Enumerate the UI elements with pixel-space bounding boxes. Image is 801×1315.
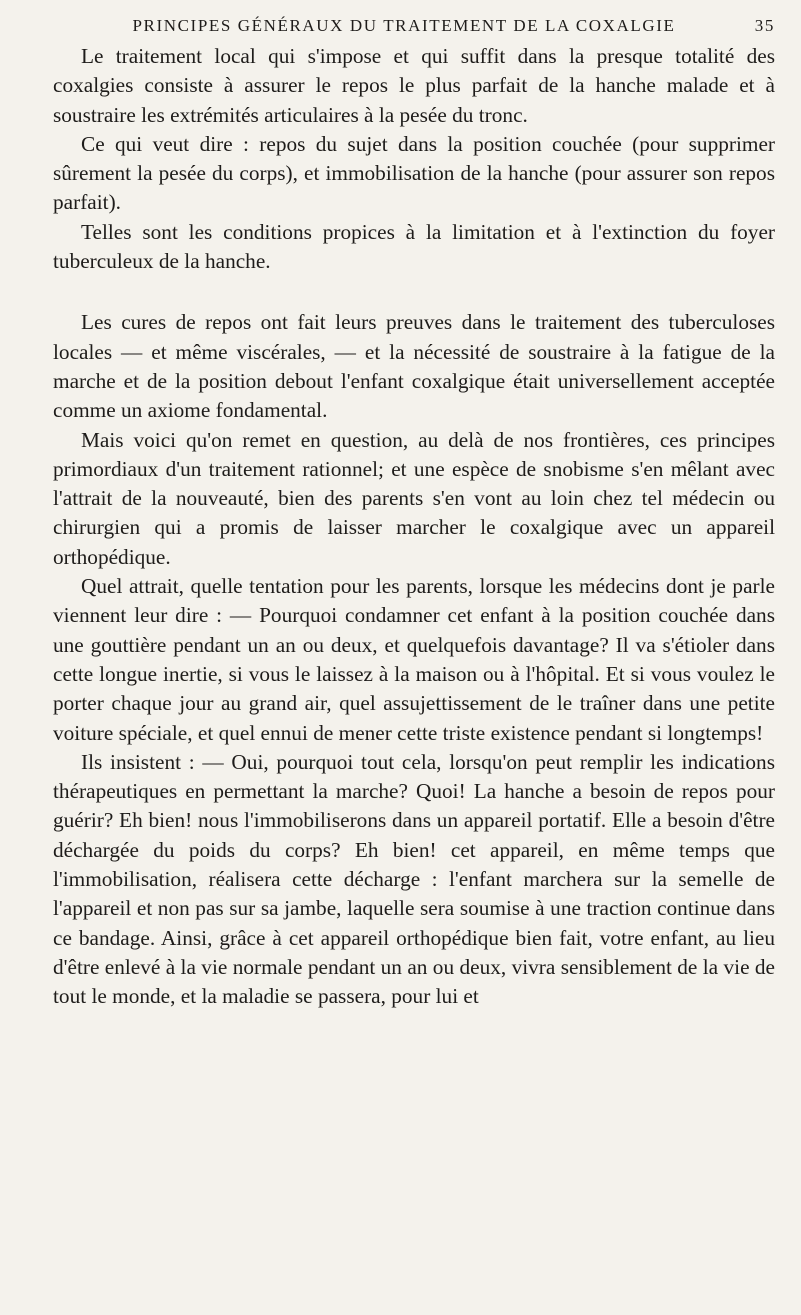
paragraph: Quel attrait, quelle tentation pour les parents, lorsque les médecins dont je parle viennent leur dire : — Pourquoi condamner cet enfant à la position couchée dans une gouttière pendant un an ou deux, et quelquefois davantage? Il va s'étioler dans cette longue inertie, si vous le laissez à la maison ou à l'hôpital. Et si vous voulez le porter chaque jour au grand air, quel assujettissement de le traîner dans une petite voiture spéciale, et quel ennui de mener cette triste existence pendant si longtemps! [53, 574, 775, 745]
section-gap [53, 276, 775, 308]
paragraph: Mais voici qu'on remet en question, au delà de nos frontières, ces principes primordiaux d'un traitement rationnel; et une espèce de snobisme s'en mêlant avec l'attrait de la nouveauté, bien des parents s'en vont au loin chez tel médecin ou chirurgien qui a promis de laisser marcher le coxalgique avec un appareil orthopédique. [53, 427, 775, 569]
paragraph: Les cures de repos ont fait leurs preuves dans le traitement des tuberculoses locales — et même viscérales, — et la nécessité de soustraire à la fatigue de la marche et de la position debout l'enfant coxalgique était universellement acceptée comme un axiome fondamental. [53, 310, 775, 423]
paragraph: Le traitement local qui s'impose et qui suffit dans la presque totalité des coxalgies consiste à assurer le repos le plus parfait de la hanche malade et à soustraire les extrémités articulaires à la pesée du tronc. [53, 44, 775, 127]
paragraph: Ce qui veut dire : repos du sujet dans la position couchée (pour supprimer sûrement la pesée du corps), et immobilisation de la hanche (pour assurer son repos parfait). [53, 131, 775, 215]
paragraph: Telles sont les conditions propices à la limitation et à l'extinction du foyer tuberculeux de la hanche. [53, 219, 775, 274]
paragraph: Ils insistent : — Oui, pourquoi tout cela, lorsqu'on peut remplir les indications thérapeutiques en permettant la marche? Quoi! La hanche a besoin de repos pour guérir? Eh bien! nous l'immobiliserons dans un appareil portatif. Elle a besoin d'être déchargée du poids du corps? Eh bien! cet appareil, en même temps que l'immobilisation, réalisera cette décharge : l'enfant marchera sur la semelle de l'appareil et non pas sur sa jambe, laquelle sera soumise à une traction continue dans ce bandage. Ainsi, grâce à cet appareil orthopédique bien fait, votre enfant, au lieu d'être enlevé à la vie normale pendant un an ou deux, vivra sensiblement de la vie de tout le monde, et la maladie se passera, pour lui et [53, 749, 775, 1009]
running-head [63, 10, 775, 42]
body-text [53, 42, 775, 1012]
page-number: 35 [754, 16, 775, 35]
running-head-title: PRINCIPES GÉNÉRAUX DU TRAITEMENT DE LA COXALGIE [132, 16, 676, 35]
